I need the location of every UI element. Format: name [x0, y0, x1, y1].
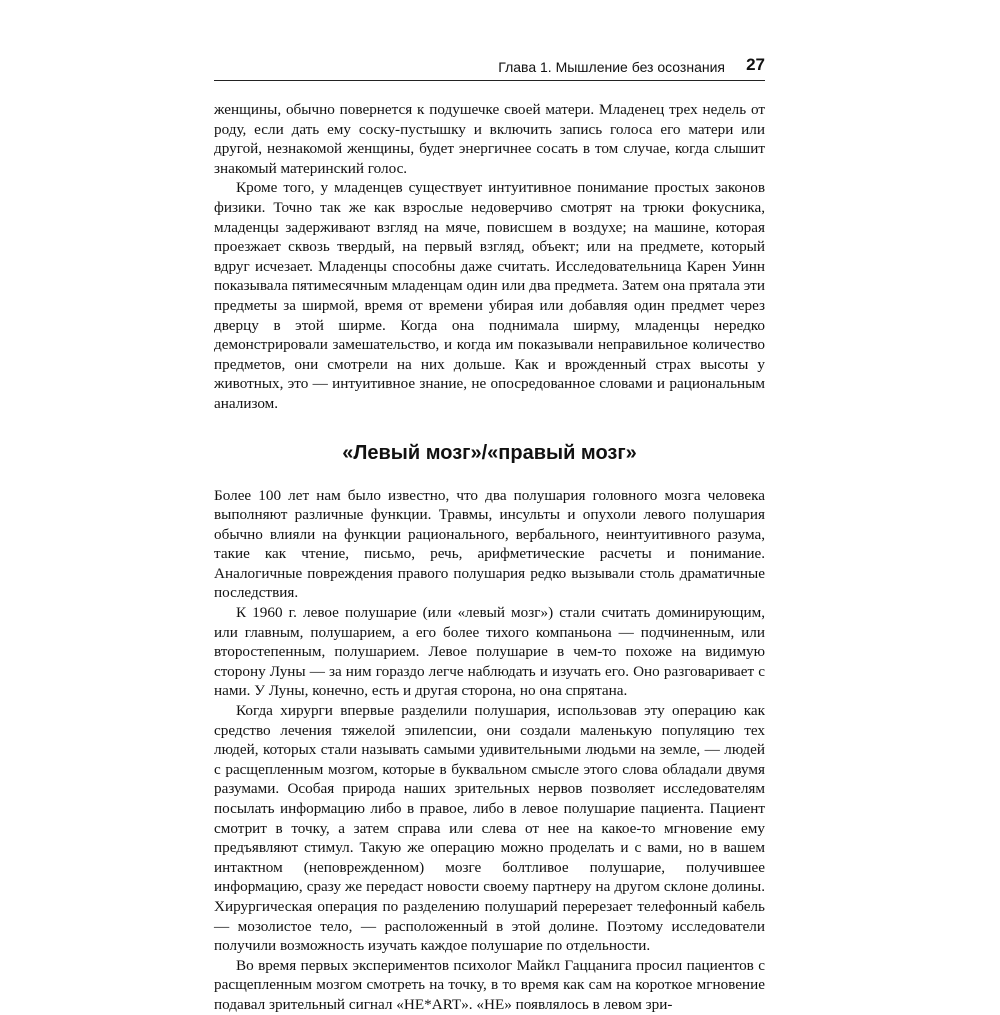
page-header	[214, 56, 765, 81]
paragraph: Более 100 лет нам было известно, что два полушария головного мозга человека выполняют различные функции. Травмы, инсульты и опухоли левого полушария обычно влияли на функции рационального, вербального, неинтуитивного разума, такие как чтение, письмо, речь, арифметические расчеты и понимание. Аналогичные повреждения правого полушария редко вызывали столь драматичные последствия.	[214, 486, 765, 602]
paragraph: Когда хирурги впервые разделили полушария, использовав эту операцию как средство лечения тяжелой эпилепсии, они создали маленькую популяцию тех людей, которых стали называть самыми удивительными людьми на земле, — людей с расщепленным мозгом, которые в буквальном смысле этого слова обладали двумя разумами. Особая природа наших зрительных нервов позволяет исследователям посылать информацию либо в правое, либо в левое полушарие пациента. Пациент смотрит в точку, а затем справа или слева от нее на какое-то мгновение ему предъявляют стимул. Такую же операцию можно проделать и с вами, но в вашем интактном (неповрежденном) мозге болтливое полушарие, получившее информацию, сразу же передаст новости своему партнеру на другом склоне долины. Хирургическая операция по разделению полушарий перерезает телефонный кабель — мозолистое тело, — расположенный в этой долине. Поэтому исследователи получили возможность изучать каждое полушарие по отдельности.	[214, 702, 765, 955]
page-body	[214, 100, 765, 1015]
paragraph: К 1960 г. левое полушарие (или «левый мозг») стали считать доминирующим, или главным, полушарием, а его более тихого компаньона — подчиненным, или второстепенным, полушарием. Левое полушарие в чем-то похоже на видимую сторону Луны — за ним гораздо легче наблюдать и изучать его. Оно разговаривает с нами. У Луны, конечно, есть и другая сторона, но она спрятана.	[214, 604, 765, 700]
paragraph: Кроме того, у младенцев существует интуитивное понимание простых законов физики. Точно так же как взрослые недоверчиво смотрят на трюки фокусника, младенцы задерживают взгляд на мяче, повисшем в воздухе; на машине, которая проезжает сквозь твердый, на первый взгляд, объект; или на предмете, который вдруг исчезает. Младенцы способны даже считать. Исследовательница Карен Уинн показывала пятимесячным младенцам один или два предмета. Затем она прятала эти предметы за ширмой, время от времени убирая или добавляя один предмет через дверцу в этой ширме. Когда она поднимала ширму, младенцы нередко демонстрировали замешательство, и когда им показывали неправильное количество предметов, они смотрели на них дольше. Как и врожденный страх высоты у животных, это — интуитивное знание, не опосредованное словами и рациональным анализом.	[214, 179, 765, 412]
paragraph: женщины, обычно повернется к подушечке своей матери. Младенец трех недель от роду, если дать ему соску-пустышку и включить запись голоса его матери или другой, незнакомой женщины, будет энергичнее сосать в том случае, когда слышит знакомый материнский голос.	[214, 101, 765, 177]
page-number: 27	[746, 55, 765, 74]
section-heading: «Левый мозг»/«правый мозг»	[342, 441, 637, 464]
running-title: Глава 1. Мышление без осознания	[498, 59, 725, 75]
paragraph: Во время первых экспериментов психолог Майкл Гаццанига просил пациентов с расщепленным мозгом смотреть на точку, в то время как сам на короткое мгновение подавал зрительный сигнал «HE*ART». «HE» появлялось в левом зри-	[214, 956, 765, 1013]
